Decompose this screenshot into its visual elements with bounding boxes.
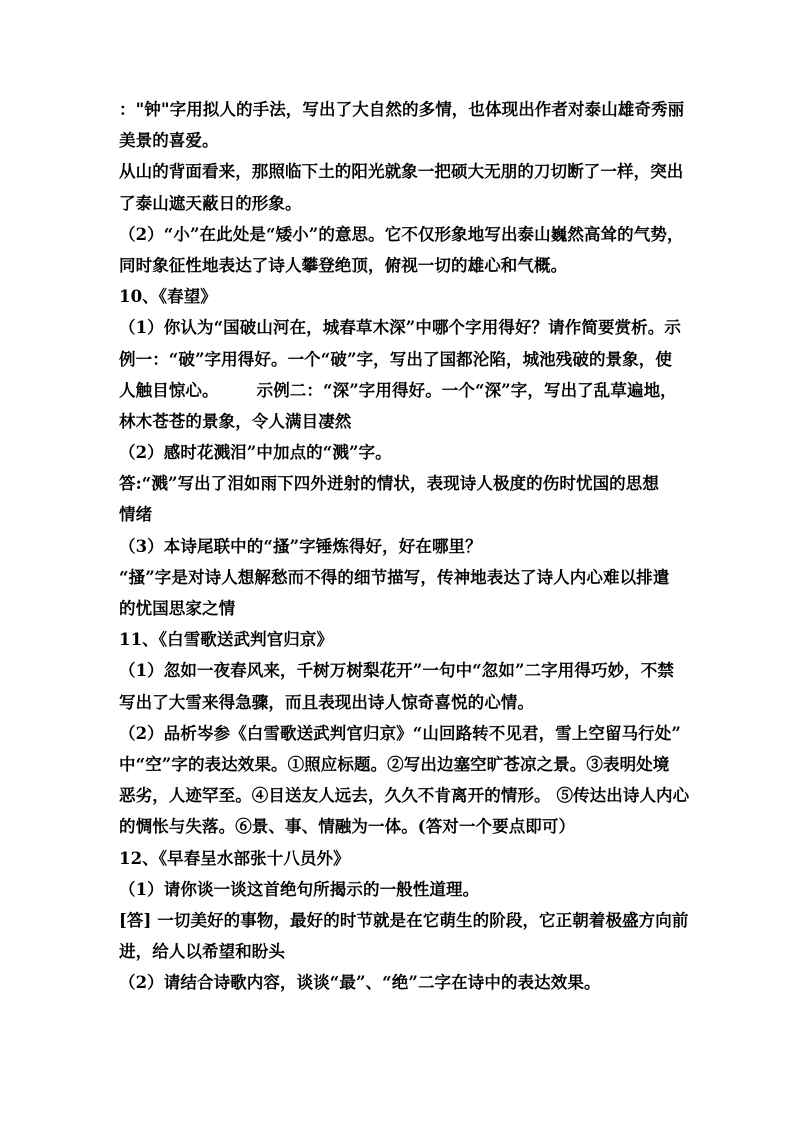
text-line-17: 的忧国思家之情 [119, 599, 236, 618]
text-line-1: ："钟"字用拟人的手法，写出了大自然的多情，也体现出作者对泰山雄奇秀丽 [119, 100, 685, 119]
text-line-12: （2）感时花溅泪”中加点的“溅”字。 [119, 443, 392, 463]
text-line-23: 恶劣，人迹罕至。④目送友人远去，久久不肯离开的情形。 ⑤传达出诗人内心 [119, 786, 690, 806]
text-line-3: 从山的背面看来，那照临下土的阳光就象一把硕大无朋的刀切断了一样，突出 [119, 162, 684, 182]
text-line-16: “搔”字是对诗人想解愁而不得的细节描写，传神地表达了诗人内心难以排遣 [119, 567, 670, 587]
text-line-4: 了泰山遮天蔽日的形象。 [119, 193, 302, 213]
text-line-10 [119, 375, 679, 406]
text-line-20: 写出了大雪来得急骤，而且表现出诗人惊奇喜悦的心情。 [119, 692, 534, 712]
text-line-19: （1）忽如一夜春风来，千树万树梨花开”一句中“忽如”二字用得巧妙，不禁 [119, 661, 674, 681]
text-line-9: 例一：“破”字用得好。一个“破”字，写出了国都沦陷，城池残破的景象，使 [119, 349, 672, 369]
text-line-6: 同时象征性地表达了诗人攀登绝顶，俯视一切的雄心和气概。 [119, 255, 568, 275]
section-heading-10: 10、《春望》 [119, 287, 217, 307]
text-line-27: [答] 一切美好的事物，最好的时节就是在它萌生的阶段，它正朝着极盛方向前 [119, 910, 689, 930]
text-line-28: 进，给人以希望和盼头 [119, 942, 285, 962]
text-line-10-part-b: 示例二：“深”字用得好。一个“深”字，写出了乱草遍地， [256, 380, 677, 400]
text-line-11: 林木苍苍的景象，令人满目凄然 [119, 411, 352, 431]
text-line-29: （2）请结合诗歌内容，谈谈“最”、“绝”二字在诗中的表达效果。 [119, 973, 601, 993]
text-line-5: （2）“小”在此处是“矮小”的意思。它不仅形象地写出泰山巍然高耸的气势， [119, 224, 684, 244]
text-line-26: （1）请你谈一谈这首绝句所揭示的一般性道理。 [119, 879, 480, 899]
document-page [119, 94, 690, 998]
text-line-8: （1）你认为“国破山河在，城春草木深”中哪个字用得好？请作简要赏析。示 [119, 318, 681, 338]
text-line-15: （3）本诗尾联中的“搔”字锤炼得好，好在哪里？ [119, 536, 482, 556]
text-line-21: （2）品析岑参《白雪歌送武判官归京》“山回路转不见君，雪上空留马行处” [119, 723, 681, 743]
text-line-14: 情绪 [119, 505, 153, 525]
text-line-2: 美景的喜爱。 [119, 131, 219, 151]
text-line-10-part-a: 人触目惊心。 [119, 380, 219, 400]
text-line-13: 答:“溅”写出了泪如雨下四外迸射的情状，表现诗人极度的伤时忧国的思想 [119, 474, 659, 494]
text-line-22: 中“空”字的表达效果。①照应标题。②写出边塞空旷苍凉之景。③表明处境 [119, 754, 670, 774]
text-line-24: 的惆怅与失落。⑥景、事、情融为一体。(答对一个要点即可） [119, 817, 576, 837]
section-heading-11: 11、《白雪歌送武判官归京》 [119, 630, 334, 650]
section-heading-12: 12、《早春呈水部张十八员外》 [119, 848, 350, 868]
